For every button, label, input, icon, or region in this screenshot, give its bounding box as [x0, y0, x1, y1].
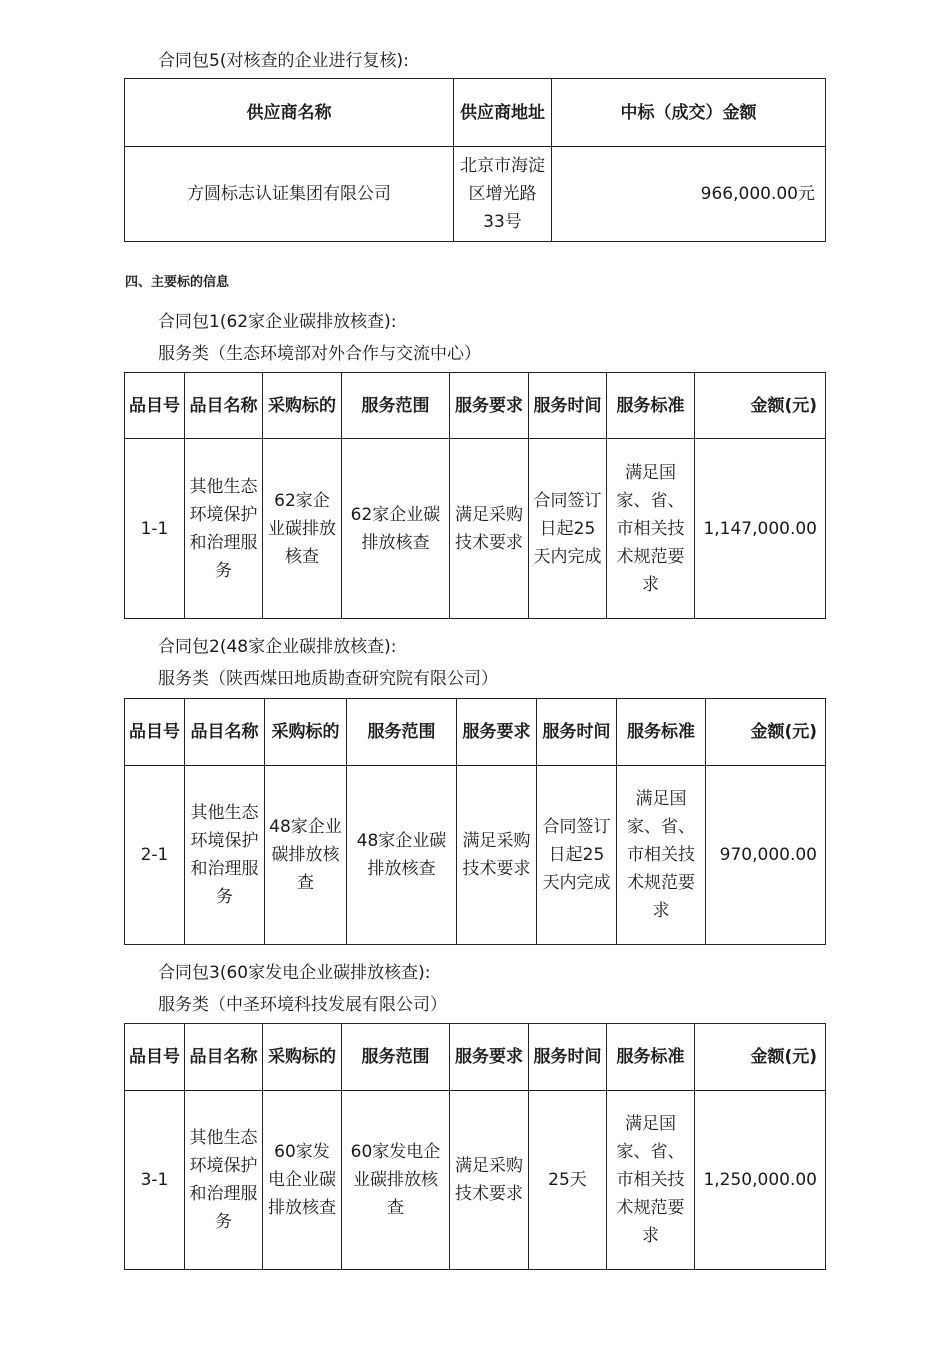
supplier-address: 北京市海淀区增光路33号 [454, 147, 552, 242]
pkg1-category: 服务类（生态环境部对外合作与交流中心） [158, 344, 481, 364]
header-service-requirement: 服务要求 [450, 373, 529, 439]
table-header-row [125, 1024, 826, 1091]
header-procurement-target: 采购标的 [263, 373, 342, 439]
table-header-row [125, 79, 826, 147]
header-supplier-name: 供应商名称 [125, 79, 454, 147]
header-procurement-target: 采购标的 [263, 1024, 342, 1091]
service-requirement: 满足采购技术要求 [457, 766, 537, 945]
header-item-name: 品目名称 [185, 699, 265, 766]
pkg1-intro: 合同包1(62家企业碳排放核查): [158, 312, 397, 332]
item-no: 3-1 [125, 1091, 185, 1270]
header-amount: 金额(元) [695, 1024, 826, 1091]
header-procurement-target: 采购标的 [265, 699, 347, 766]
amount: 1,250,000.00 [695, 1091, 826, 1270]
table-header-row [125, 373, 826, 439]
header-item-no: 品目号 [125, 699, 185, 766]
header-award-amount: 中标（成交）金额 [552, 79, 826, 147]
item-name: 其他生态环境保护和治理服务 [185, 439, 263, 619]
item-no: 2-1 [125, 766, 185, 945]
table-header-row [125, 699, 826, 766]
table-row [125, 147, 826, 242]
header-service-requirement: 服务要求 [457, 699, 537, 766]
service-time: 25天 [529, 1091, 607, 1270]
pkg2-category: 服务类（陕西煤田地质勘查研究院有限公司） [158, 669, 498, 689]
header-amount: 金额(元) [695, 373, 826, 439]
pkg5-intro: 合同包5(对核查的企业进行复核): [158, 51, 409, 71]
header-item-name: 品目名称 [185, 373, 263, 439]
procurement-target: 60家发电企业碳排放核查 [263, 1091, 342, 1270]
service-scope: 62家企业碳排放核查 [342, 439, 450, 619]
header-amount: 金额(元) [706, 699, 826, 766]
procurement-target: 62家企业碳排放核查 [263, 439, 342, 619]
section-title: 四、主要标的信息 [125, 275, 230, 290]
header-service-standard: 服务标准 [617, 699, 706, 766]
table-row [125, 439, 826, 619]
amount: 970,000.00 [706, 766, 826, 945]
header-service-time: 服务时间 [529, 373, 607, 439]
table-row [125, 1091, 826, 1270]
header-supplier-address: 供应商地址 [454, 79, 552, 147]
pkg3-item-table [124, 1023, 826, 1270]
pkg3-category: 服务类（中圣环境科技发展有限公司） [158, 995, 447, 1015]
table-row [125, 766, 826, 945]
header-item-no: 品目号 [125, 373, 185, 439]
header-service-scope: 服务范围 [342, 373, 450, 439]
header-service-standard: 服务标准 [607, 1024, 695, 1091]
pkg2-intro: 合同包2(48家企业碳排放核查): [158, 637, 397, 657]
header-service-scope: 服务范围 [347, 699, 457, 766]
pkg2-item-table [124, 698, 826, 945]
header-service-scope: 服务范围 [342, 1024, 450, 1091]
service-requirement: 满足采购技术要求 [450, 1091, 529, 1270]
procurement-target: 48家企业碳排放核查 [265, 766, 347, 945]
header-item-no: 品目号 [125, 1024, 185, 1091]
service-scope: 48家企业碳 排放核查 [347, 766, 457, 945]
item-name: 其他生态环境保护和治理服务 [185, 1091, 263, 1270]
service-time: 合同签订日起25天内完成 [537, 766, 617, 945]
service-time: 合同签订日起25天内完成 [529, 439, 607, 619]
header-service-time: 服务时间 [537, 699, 617, 766]
header-service-requirement: 服务要求 [450, 1024, 529, 1091]
service-standard: 满足国家、省、市相关技术规范要 求 [607, 1091, 695, 1270]
item-no: 1-1 [125, 439, 185, 619]
award-amount: 966,000.00元 [552, 147, 826, 242]
item-name: 其他生态环境保护和治理服务 [185, 766, 265, 945]
header-item-name: 品目名称 [185, 1024, 263, 1091]
pkg3-intro: 合同包3(60家发电企业碳排放核查): [158, 963, 431, 983]
service-standard: 满足国家、省、市相关技术规范要 求 [617, 766, 706, 945]
supplier-name: 方圆标志认证集团有限公司 [125, 147, 454, 242]
pkg5-supplier-table [124, 78, 826, 242]
header-service-time: 服务时间 [529, 1024, 607, 1091]
pkg1-item-table [124, 372, 826, 619]
header-service-standard: 服务标准 [607, 373, 695, 439]
service-requirement: 满足采购技术要求 [450, 439, 529, 619]
service-standard: 满足国家、省、市相关技术规范要求 [607, 439, 695, 619]
service-scope: 60家发电企业碳排放核查 [342, 1091, 450, 1270]
amount: 1,147,000.00 [695, 439, 826, 619]
